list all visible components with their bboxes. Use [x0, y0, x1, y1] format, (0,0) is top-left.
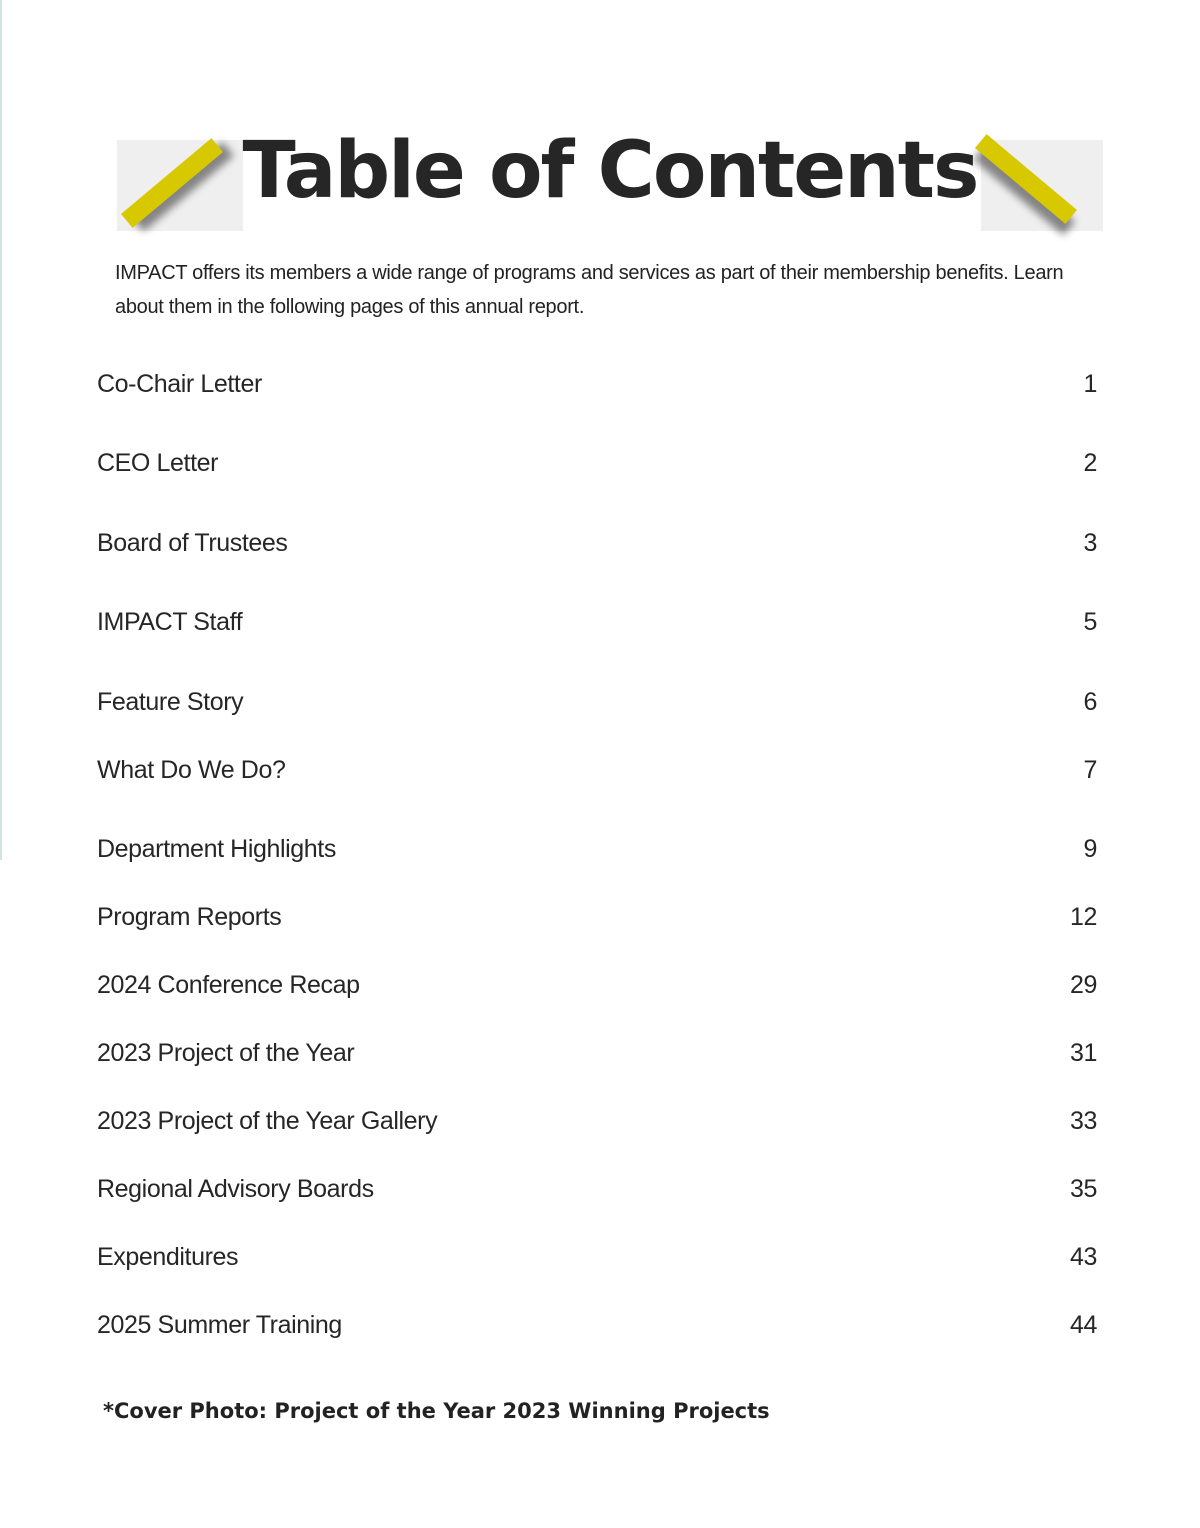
toc-entry-title: Co-Chair Letter [97, 370, 262, 398]
toc-entry-title: 2023 Project of the Year Gallery [97, 1107, 438, 1135]
toc-entry-page: 7 [1083, 756, 1097, 784]
toc-entry-page: 33 [1069, 1107, 1097, 1135]
toc-entry-title: Feature Story [97, 688, 244, 716]
toc-entry-title: Department Highlights [97, 835, 336, 863]
toc-entry[interactable] [97, 1036, 1101, 1070]
toc-entry[interactable] [97, 1308, 1101, 1342]
title-banner [117, 128, 1103, 232]
toc-entry[interactable] [97, 367, 1101, 401]
toc-entry-title: Regional Advisory Boards [97, 1175, 374, 1203]
toc-entry-page: 3 [1083, 529, 1097, 557]
toc-entry[interactable] [97, 1240, 1101, 1274]
cover-photo-footnote: *Cover Photo: Project of the Year 2023 Winning Projects [103, 1399, 770, 1423]
toc-entry-page: 29 [1069, 971, 1097, 999]
toc-entry-title: IMPACT Staff [97, 608, 243, 636]
toc-entry-page: 43 [1069, 1243, 1097, 1271]
toc-entry-page: 2 [1083, 449, 1097, 477]
toc-entry-title: 2025 Summer Training [97, 1311, 342, 1339]
toc-entry-title: 2023 Project of the Year [97, 1039, 355, 1067]
toc-entry-page: 12 [1069, 903, 1097, 931]
toc-entry-title: Board of Trustees [97, 529, 288, 557]
toc-entry[interactable] [97, 753, 1101, 787]
toc-entry-title: CEO Letter [97, 449, 219, 477]
toc-entry-page: 5 [1083, 608, 1097, 636]
toc-entry-title: What Do We Do? [97, 756, 286, 784]
toc-entry[interactable] [97, 685, 1101, 719]
toc-entry-page: 44 [1069, 1311, 1097, 1339]
toc-entry[interactable] [97, 832, 1101, 866]
intro-paragraph: IMPACT offers its members a wide range of programs and services as part of their membership benefits. Learn about them in the following pages of this annual report. [115, 262, 1064, 318]
page-title: Table of Contents [242, 126, 978, 216]
toc-entry[interactable] [97, 1172, 1101, 1206]
toc-entry[interactable] [97, 968, 1101, 1002]
toc-entry-page: 35 [1069, 1175, 1097, 1203]
toc-entry-page: 9 [1083, 835, 1097, 863]
toc-entry-page: 6 [1083, 688, 1097, 716]
toc-entry[interactable] [97, 1104, 1101, 1138]
page-edge-line [0, 0, 2, 860]
toc-entry-title: Expenditures [97, 1243, 239, 1271]
toc-entry-title: 2024 Conference Recap [97, 971, 360, 999]
toc-entry[interactable] [97, 526, 1101, 560]
toc-entry[interactable] [97, 900, 1101, 934]
toc-entry[interactable] [97, 446, 1101, 480]
toc-entry-title: Program Reports [97, 903, 282, 931]
toc-entry[interactable] [97, 605, 1101, 639]
toc-entry-page: 1 [1083, 370, 1097, 398]
toc-entry-page: 31 [1069, 1039, 1097, 1067]
